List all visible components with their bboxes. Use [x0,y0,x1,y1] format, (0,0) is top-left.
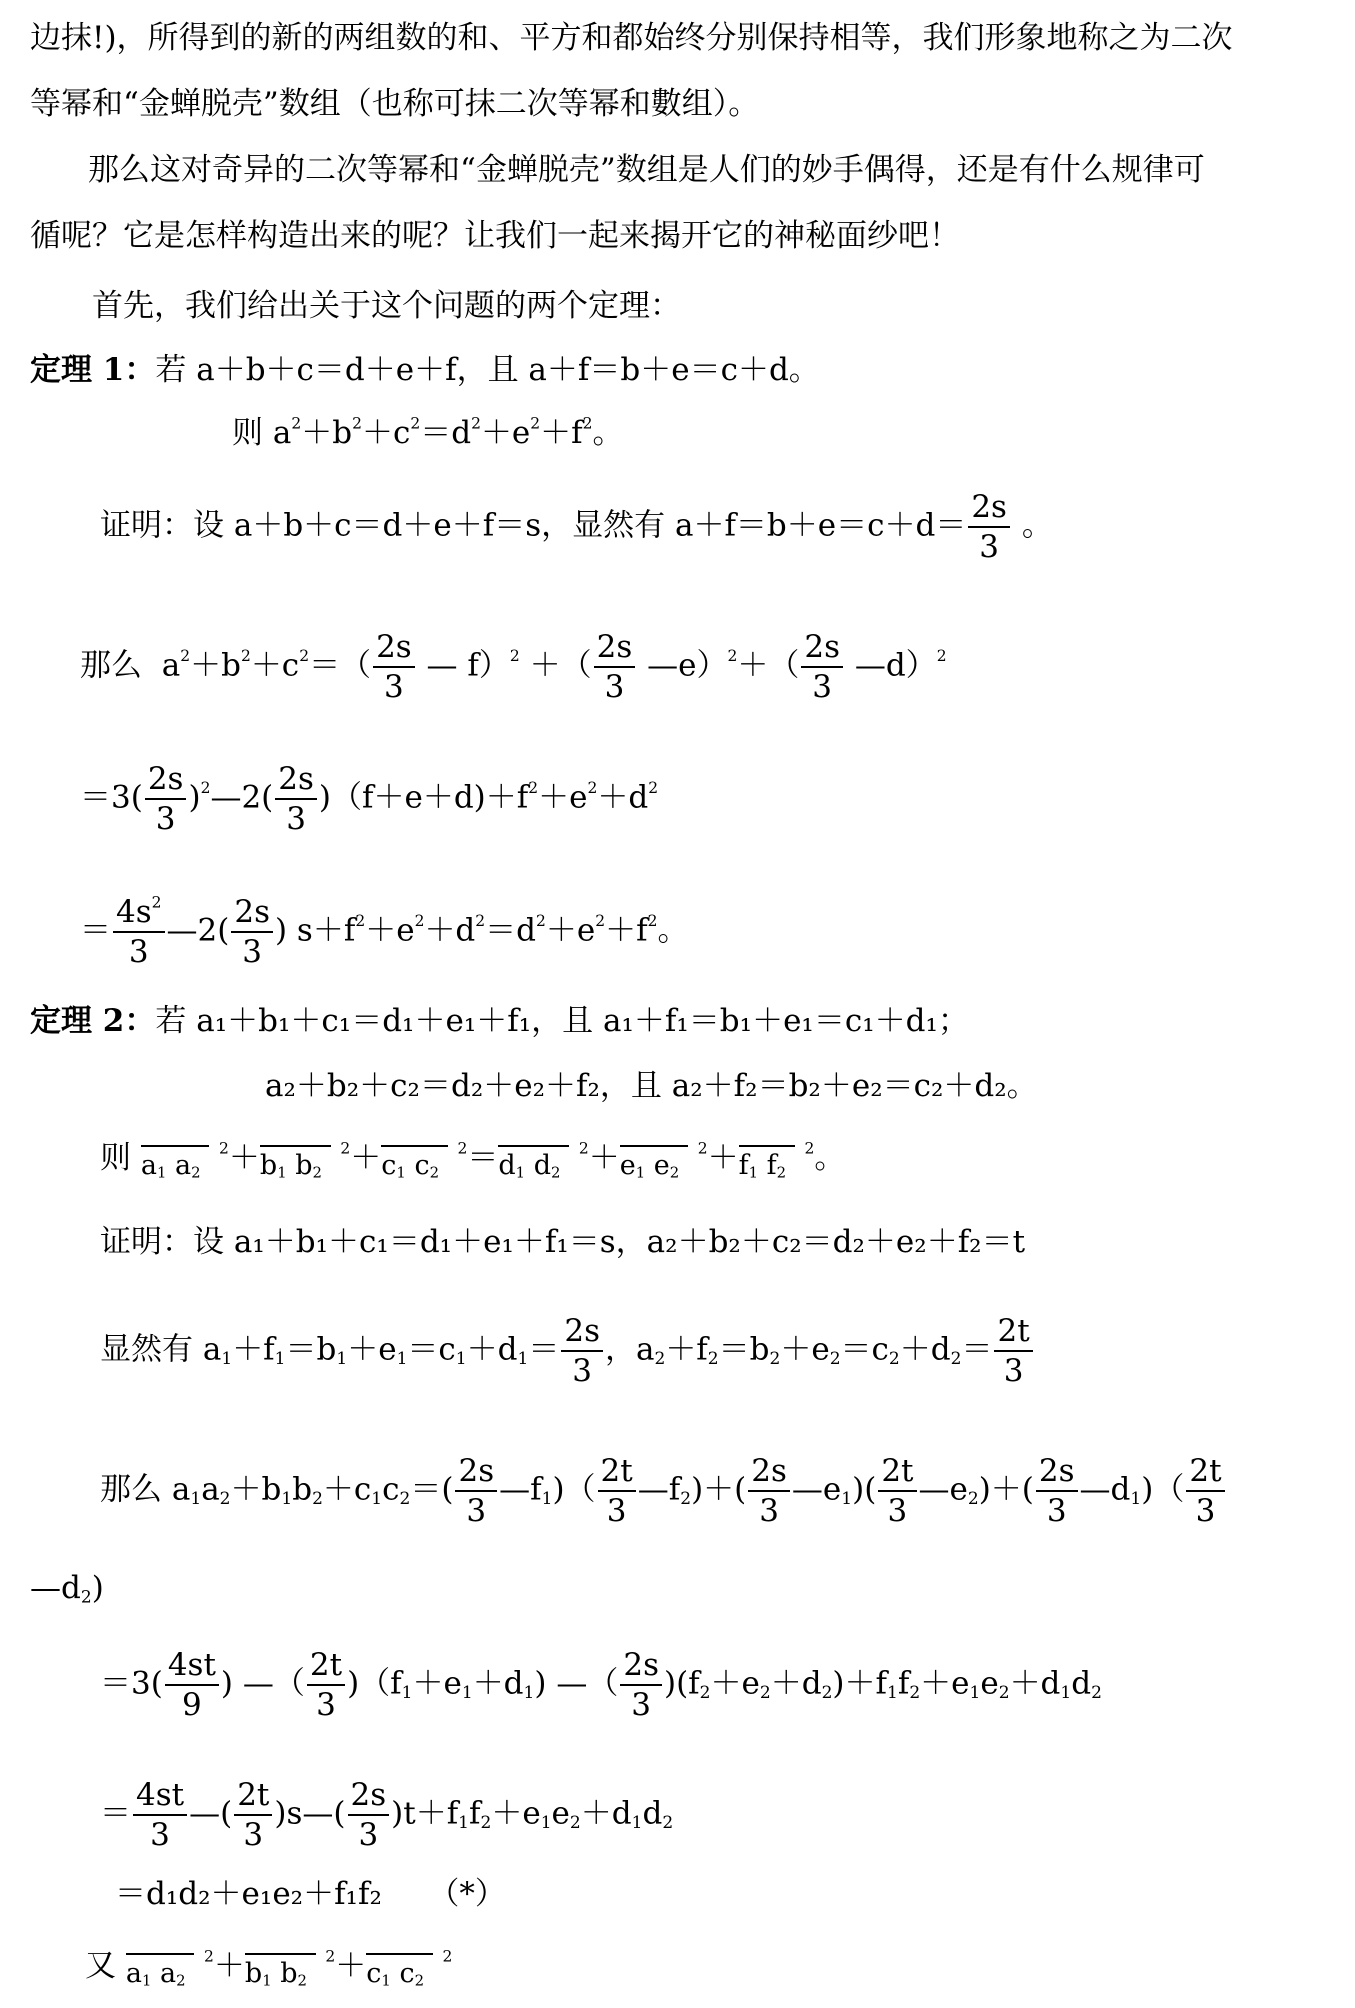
theorem-1 [30,350,820,390]
paragraph-line: 首先，我们给出关于这个问题的两个定理： [92,288,681,324]
theorem-2-conclusion: 则 $a_1$ $a_2$ $^2+b_1$ $b_2$ $^2+c_1$ $c_2$ $^2=d_1$ $d_2$ $^2+e_1$ $e_2$ $^2+f_1$ $f_2$ $^2$。 [100,1139,846,1182]
paragraph-line: 边抹!)，所得到的新的两组数的和、平方和都始终分别保持相等，我们形象地称之为二次 [30,20,1233,56]
theorem-2-line: a₂＋b₂＋c₂＝d₂＋e₂＋f₂，且 a₂＋f₂＝b₂＋e₂＝c₂＋d₂。 [265,1068,1038,1104]
paragraph-line: 等幂和“金蝉脱壳”数组（也称可抹二次等幂和數组）。 [30,86,760,122]
math-line: ＝ $\frac{4st}{3}$ —( $\frac{2t}{3}$ )s—( $\frac{2s}{3}$ )$t+f_1f_2+e_1e_2+d_1d_2$ [100,1777,674,1853]
proof-1-line: 证明：设 a＋b＋c＝d＋e＋f＝s，显然有 a＋f＝b＋e＝c＋d＝ $\frac{2s}{3}$ 。 [100,489,1053,565]
theorem-label: 定理 2： [30,1003,156,1039]
math-line: ＝3( $\frac{2s}{3}$ )$^2$—2( $\frac{2s}{3}$ )$(f+e+d)+f^2+e^2+d^2$ [80,761,659,837]
math-line: ＝3( $\frac{4st}{9}$ ) —（ $\frac{2t}{3}$ )$(f_1+e_1+d_1)$ —（ $\frac{2s}{3}$ )$(f_2+e_2+d_2)+f_1f_2+e_1e_2+d_1d_2$ [100,1647,1102,1723]
theorem-2 [30,1001,969,1041]
fraction: $\frac{2s}{3}$ [968,488,1010,566]
theorem-label: 定理 1： [30,352,156,388]
proof-2-line: 证明：设 a₁＋b₁＋c₁＝d₁＋e₁＋f₁＝s，a₂＋b₂＋c₂＝d₂＋e₂＋f₂＝t [100,1224,1026,1260]
math-line: $—d_2$) [30,1570,104,1608]
math-line: 又 $a_1$ $a_2$ $^2+b_1$ $b_2$ $^2+c_1$ $c_2$ $^2$ [85,1947,453,1990]
math-line: 那么 $a_1a_2+b_1b_2+c_1c_2=$( $\frac{2s}{3}$ $—f_1$)（ $\frac{2t}{3}$ $—f_2)+$( $\frac{2s}{3}$ $—e_1$)( $\frac{2t}{3}$ $—e_2)+$( $\frac{2s}{3}$ $—d_1$)（ $\frac{2t}{3}$ [100,1452,1227,1530]
paragraph-line: 循呢？它是怎样构造出来的呢？让我们一起来揭开它的神秘面纱吧！ [30,218,960,254]
math-line: 显然有 $a_1+f_1=b_1+e_1=c_1+d_1=$ $\frac{2s}{3}$ ，$a_2+f_2=b_2+e_2=c_2+d_2=$ $\frac{2t}{3}$ [100,1312,1035,1390]
math-line: ＝ $\frac{4s^2}{3}$ —2( $\frac{2s}{3}$ ) $s+f^2+e^2+d^2=d^2+e^2+f^2$。 [80,893,689,970]
paragraph-line: 那么这对奇异的二次等幂和“金蝉脱壳”数组是人们的妙手偶得，还是有什么规律可 [88,152,1205,188]
theorem-1-conclusion: 则 $a^2+b^2+c^2=d^2+e^2+f^2$。 [232,414,624,451]
math-line: 那么 $a^2+b^2+c^2=$（ $\frac{2s}{3}$ — f）$^2$ ＋（ $\frac{2s}{3}$ —e）$^2$＋（ $\frac{2s}{3}$ —d）$^2$ [80,629,947,705]
theorem-statement: 若 a₁＋b₁＋c₁＝d₁＋e₁＋f₁，且 a₁＋f₁＝b₁＋e₁＝c₁＋d₁； [155,1003,969,1039]
math-line: ＝d₁d₂＋e₁e₂＋f₁f₂ （*） [115,1876,506,1912]
theorem-statement: 若 a＋b＋c＝d＋e＋f，且 a＋f＝b＋e＝c＋d。 [155,352,820,388]
